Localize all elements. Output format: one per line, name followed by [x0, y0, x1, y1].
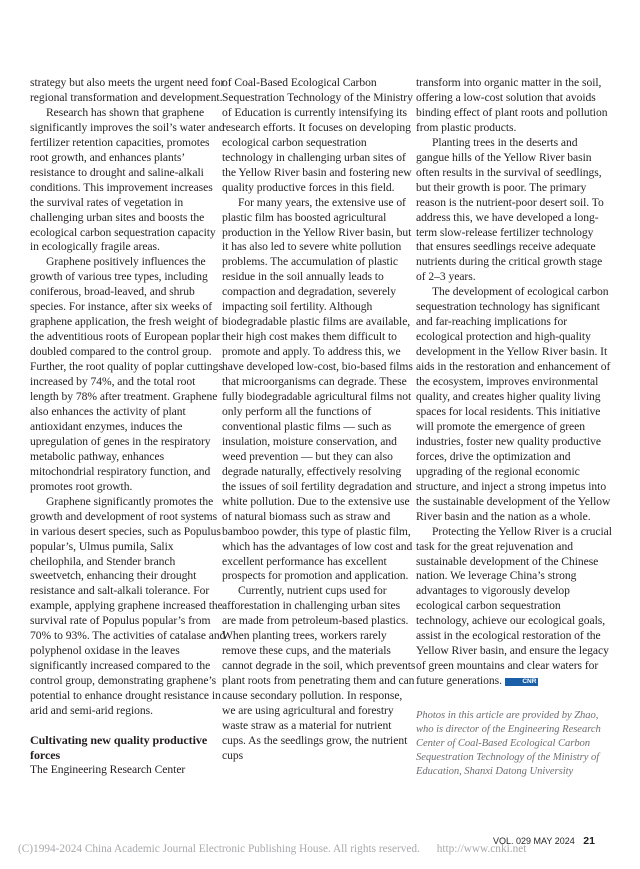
- copyright-text: (C)1994-2024 China Academic Journal Electronic Publishing House. All rights reserved.: [18, 843, 420, 855]
- paragraph: transform into organic matter in the soil, offering a low-cost solution that avoids binding effect of plant roots and pollution from plastic products.: [416, 76, 608, 134]
- paragraph: The development of ecological carbon sequestration technology has significant and far-reaching implications for ecological protection and high-quality development in the Yellow River basin. It aids in the restoration and enhancement of the ecosystem, improves environmental quality, and creates higher quality living spaces for local residents. This initiative will promote the emergence of green industries, foster new quality productive forces, drive the optimization and upgrading of the regional economic structure, and inject a strong impetus into the sustainable development of the Yellow River basin and the nation as a whole.: [416, 285, 611, 523]
- paragraph: strategy but also meets the urgent need for regional transformation and development.: [30, 76, 225, 104]
- column-1: [30, 76, 226, 778]
- paragraph: For many years, the extensive use of plastic film has boosted agricultural production in the Yellow River basin, but it has also led to severe white pollution problems. The accumulation of plastic residue in the soil annually leads to compaction and degradation, severely impacting soil fertility. Although biodegradable plastic films are available, their high cost makes them difficult to promote and apply. To address this, we have developed low-cost, bio-based films that microorganisms can degrade. These fully biodegradable agricultural films not only perform all the functions of conventional plastic films — such as insulation, moisture conservation, and weed prevention — but they can also degrade naturally, effectively resolving the issues of soil fertility degradation and white pollution. Due to the extensive use of natural biomass such as straw and bamboo powder, this type of plastic film, which has the advantages of low cost and excellent performance has excellent prospects for promotion and application.: [222, 195, 413, 583]
- column-2: [222, 76, 416, 764]
- column-3: [416, 76, 612, 779]
- issue-date: MAY 2024: [533, 836, 575, 846]
- paragraph: The Engineering Research Center: [30, 762, 186, 776]
- paragraph-text: Protecting the Yellow River is a crucial task for the great rejuvenation and sustainable development of the Chinese nation. We leverage China’s strong advantages to vigorously develop ecological carbon sequestration technology, achieve our ecological goals, assist in the ecological restoration of the Yellow River basin, and ensure the legacy of green mountains and clear waters for future generations.: [416, 524, 612, 688]
- paragraph: Planting trees in the deserts and gangue hills of the Yellow River basin often results in the survival of seedlings, but their growth is poor. The primary reason is the nutrient-poor desert soil. To address this, we have developed a long-term slow-release fertilizer technology that ensures seedlings receive adequate nutrients during the critical growth stage of 2–3 years.: [416, 135, 604, 284]
- paragraph: Graphene positively influences the growth of various tree types, including coniferous, broad-leaved, and shrub species. For instance, after six weeks of graphene application, the fresh weight of the adventitious roots of European poplar doubled compared to the control group. Further, the root quality of poplar cuttings increased by 74%, and the total root length by 78% after treatment. Graphene also enhances the activity of plant antioxidant enzymes, induces the upregulation of genes in the respiratory metabolic pathway, enhances mitochondrial respiratory function, and promotes root growth.: [30, 255, 223, 493]
- volume-label: VOL. 029: [493, 836, 532, 846]
- paragraph: Graphene significantly promotes the growth and development of root systems in various desert species, such as Populus popular’s, Ulmus pumila, Salix cheilophila, and Stender branch sweetvetch, enhancing their drought resistance and salt-alkali tolerance. For example, applying graphene increased the survival rate of Populus popular’s from 70% to 93%. The activities of catalase and polyphenol oxidase in the leaves significantly increased compared to the control group, demonstrating graphene’s potential to enhance drought resistance in arid and semi-arid regions.: [30, 494, 226, 718]
- photo-credit-caption: Photos in this article are provided by Zhao, who is director of the Engineering Research Center of Coal-Based Ecological Carbon Sequestration Technology of the Ministry of Education, Shanxi Datong University: [416, 710, 601, 778]
- paragraph: Research has shown that graphene significantly improves the soil’s water and fertilizer retention capacities, promotes root growth, and enhances plants’ resistance to drought and saline-alkali conditions. This improvement increases the survival rates of vegetation in challenging urban sites and boosts the ecological carbon sequestration capacity in ecologically fragile areas.: [30, 105, 225, 254]
- section-heading: Cultivating new quality productive forces: [30, 732, 208, 762]
- paragraph: [416, 525, 612, 689]
- copyright-watermark: [18, 843, 526, 855]
- paragraph: of Coal-Based Ecological Carbon Sequestration Technology of the Ministry of Education is currently intensifying its research efforts. It focuses on developing ecological carbon sequestration technology in challenging urban sites of the Yellow River basin and fostering new quality productive forces in this field.: [222, 76, 413, 194]
- publisher-url: http://www.cnki.net: [436, 843, 527, 855]
- paragraph: Currently, nutrient cups used for afforestation in challenging urban sites are made from petroleum-based plastics. When planting trees, workers rarely remove these cups, and the materials cannot degrade in the soil, which prevents plant roots from penetrating them and can cause secondary pollution. In response, we are using agricultural and forestry waste straw as a material for nutrient cups. As the seedlings grow, the nutrient cups: [222, 584, 416, 762]
- page-number: 21: [583, 835, 595, 847]
- cnr-end-mark-icon: CNR: [505, 678, 538, 686]
